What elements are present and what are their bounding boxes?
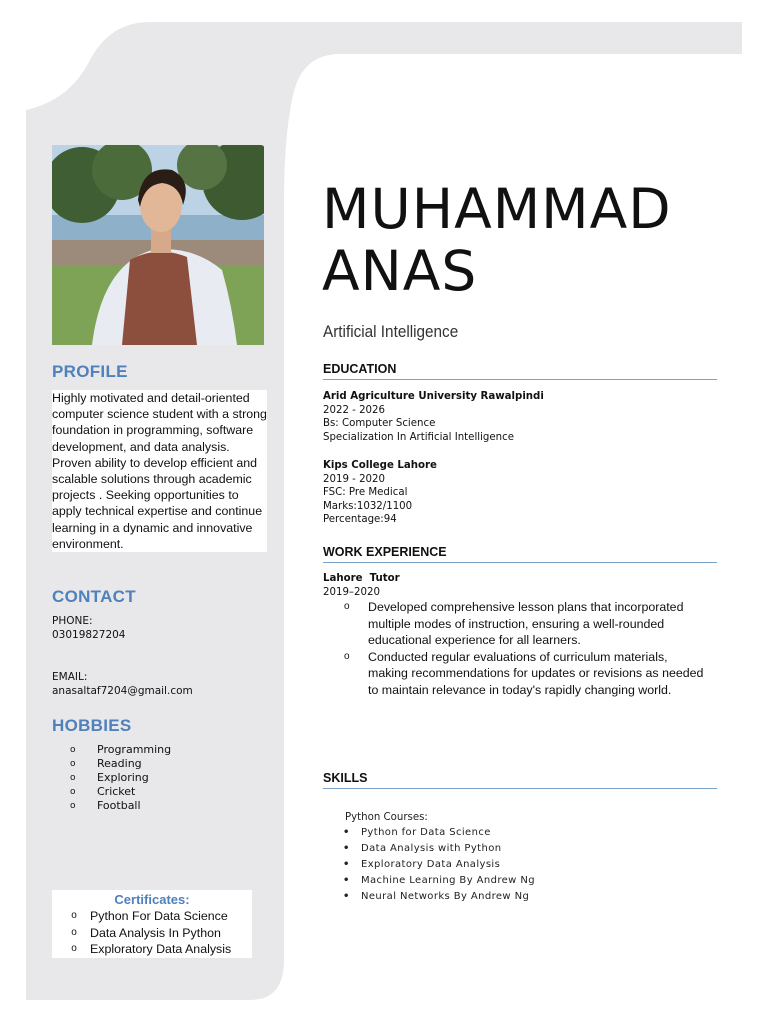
profile-photo: [52, 145, 264, 345]
education-years: 2019 - 2020: [323, 473, 386, 485]
education-detail: Marks:1032/1100: [323, 500, 413, 512]
certificates-section: [52, 890, 252, 958]
work-role: Lahore Tutor: [323, 573, 400, 584]
certificate-item: o Python For Data Science: [71, 909, 228, 923]
work-entry: [323, 572, 400, 599]
education-detail: Specialization In Artificial Intelligence: [323, 431, 514, 443]
skills-heading: SKILLS: [323, 771, 717, 789]
hobby-item: o Cricket: [70, 785, 136, 798]
contact-heading: CONTACT: [52, 587, 136, 606]
hobby-item: o Reading: [70, 757, 142, 770]
name-line-2: ANAS: [322, 239, 478, 303]
skills-subtitle: Python Courses:: [345, 812, 428, 823]
work-heading: WORK EXPERIENCE: [323, 545, 717, 563]
certificate-item: o Exploratory Data Analysis: [71, 942, 232, 956]
skill-item: • Exploratory Data Analysis: [343, 859, 501, 870]
work-duties-list: [340, 599, 710, 698]
profile-text: Highly motivated and detail-oriented computer science student with a strong foundation in programming, software development, and data analysis. Proven ability to develop efficient and scalable solutions through academic projects . Seeking opportunities to apply technical expertise and continue learning in a dynamic and innovative environment.: [52, 391, 267, 551]
hobby-item: o Programming: [70, 743, 172, 756]
work-duty-item: o Conducted regular evaluations of curriculum materials, making recommendations for updates or revisions as needed to maintain relevance in today's rapidly changing world.: [344, 649, 704, 697]
skill-item: • Machine Learning By Andrew Ng: [343, 875, 535, 886]
certificates-heading: Certificates:: [114, 892, 190, 907]
phone-label: PHONE:: [52, 615, 93, 627]
skill-item: • Data Analysis with Python: [343, 843, 502, 854]
skill-item: • Python for Data Science: [343, 827, 491, 838]
email-label: EMAIL:: [52, 671, 88, 683]
skill-item: • Neural Networks By Andrew Ng: [343, 891, 530, 902]
education-years: 2022 - 2026: [323, 404, 386, 416]
education-detail: Percentage:94: [323, 514, 397, 525]
hobby-item: o Exploring: [70, 771, 149, 784]
headline: Artificial Intelligence: [323, 322, 459, 341]
school-name: Arid Agriculture University Rawalpindi: [323, 391, 544, 402]
full-name: [322, 178, 672, 302]
phone-value: 03019827204: [52, 629, 126, 641]
education-degree: Bs: Computer Science: [323, 418, 436, 429]
profile-heading: PROFILE: [52, 362, 128, 381]
certificates-list: [52, 908, 252, 958]
skills-list: [343, 825, 535, 905]
name-line-1: MUHAMMAD: [322, 177, 672, 241]
hobbies-heading: HOBBIES: [52, 716, 132, 735]
email-value[interactable]: anasaltaf7204@gmail.com: [52, 685, 193, 697]
school-name: Kips College Lahore: [323, 460, 437, 471]
work-duty-item: o Developed comprehensive lesson plans that incorporated multiple modes of instruction, ensuring a well-rounded educational experience for all learners.: [344, 600, 684, 647]
education-entry: [323, 390, 544, 444]
work-years: 2019–2020: [323, 586, 380, 598]
hobbies-list: [70, 743, 171, 813]
education-heading: EDUCATION: [323, 362, 717, 380]
education-entry: [323, 459, 437, 527]
education-degree: FSC: Pre Medical: [323, 487, 408, 498]
certificate-item: o Data Analysis In Python: [71, 925, 221, 940]
hobby-item: o Football: [70, 799, 141, 812]
